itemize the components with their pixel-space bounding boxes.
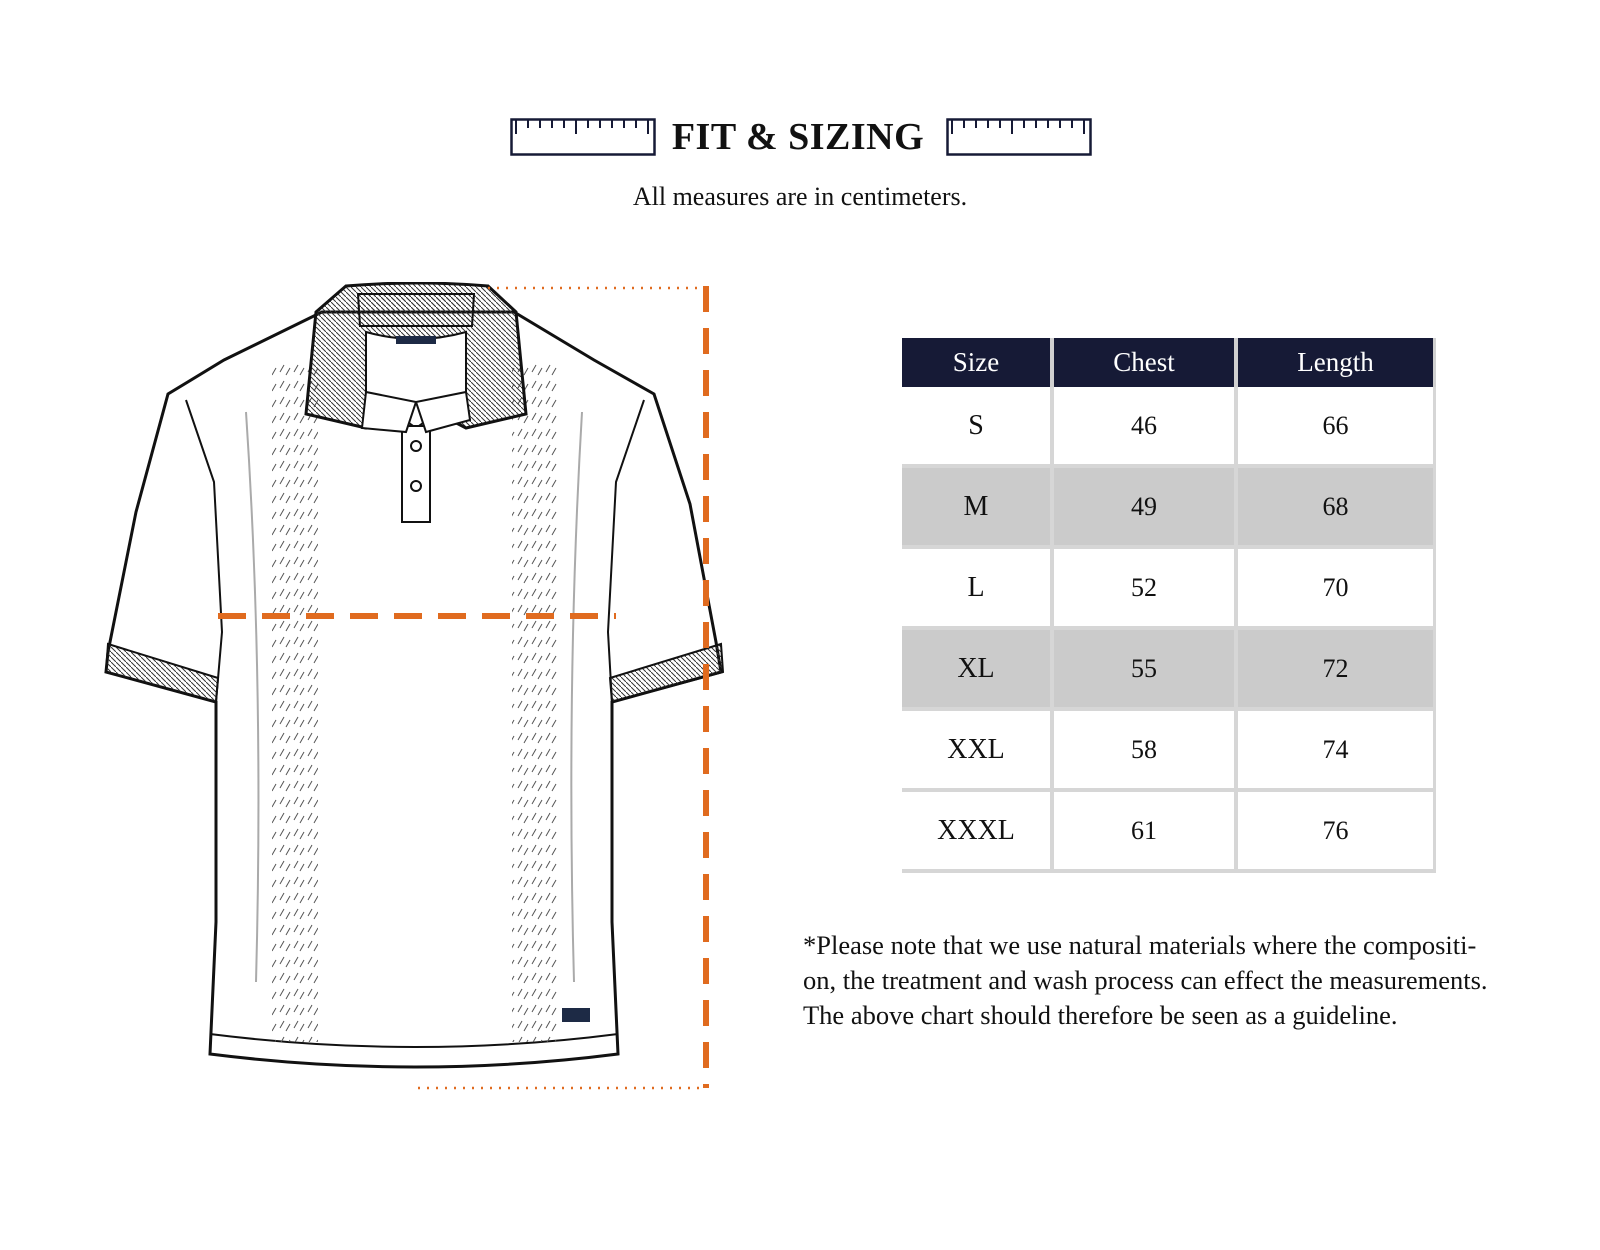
length-cell: 74 bbox=[1236, 709, 1435, 790]
size-chart-table bbox=[902, 338, 1436, 873]
guideline-note bbox=[803, 928, 1563, 1033]
table-row bbox=[902, 466, 1435, 547]
chest-cell: 61 bbox=[1052, 790, 1236, 871]
note-line: on, the treatment and wash process can effect the measurements. bbox=[803, 965, 1488, 995]
chest-cell: 49 bbox=[1052, 466, 1236, 547]
length-cell: 68 bbox=[1236, 466, 1435, 547]
ruler-icon bbox=[946, 118, 1092, 156]
table-header-row bbox=[902, 338, 1435, 387]
length-cell: 70 bbox=[1236, 547, 1435, 628]
ruler-icon bbox=[510, 118, 656, 156]
size-cell: XXL bbox=[902, 709, 1052, 790]
table-row bbox=[902, 547, 1435, 628]
table-row bbox=[902, 709, 1435, 790]
size-cell: XXXL bbox=[902, 790, 1052, 871]
size-cell: M bbox=[902, 466, 1052, 547]
note-line: *Please note that we use natural materials where the compositi- bbox=[803, 930, 1477, 960]
subtitle: All measures are in centimeters. bbox=[632, 182, 968, 211]
size-cell: L bbox=[902, 547, 1052, 628]
table-row bbox=[902, 790, 1435, 871]
chest-cell: 58 bbox=[1052, 709, 1236, 790]
table-row bbox=[902, 387, 1435, 466]
chest-cell: 52 bbox=[1052, 547, 1236, 628]
polo-shirt-illustration bbox=[96, 282, 756, 1122]
size-cell: XL bbox=[902, 628, 1052, 709]
page-title: FIT & SIZING bbox=[671, 116, 925, 158]
size-cell: S bbox=[902, 387, 1052, 466]
length-cell: 66 bbox=[1236, 387, 1435, 466]
column-header-length: Length bbox=[1236, 338, 1435, 387]
column-header-size: Size bbox=[902, 338, 1052, 387]
note-line: The above chart should therefore be seen as a guideline. bbox=[803, 1000, 1398, 1030]
chest-cell: 55 bbox=[1052, 628, 1236, 709]
column-header-chest: Chest bbox=[1052, 338, 1236, 387]
length-cell: 76 bbox=[1236, 790, 1435, 871]
length-cell: 72 bbox=[1236, 628, 1435, 709]
table-row bbox=[902, 628, 1435, 709]
chest-cell: 46 bbox=[1052, 387, 1236, 466]
